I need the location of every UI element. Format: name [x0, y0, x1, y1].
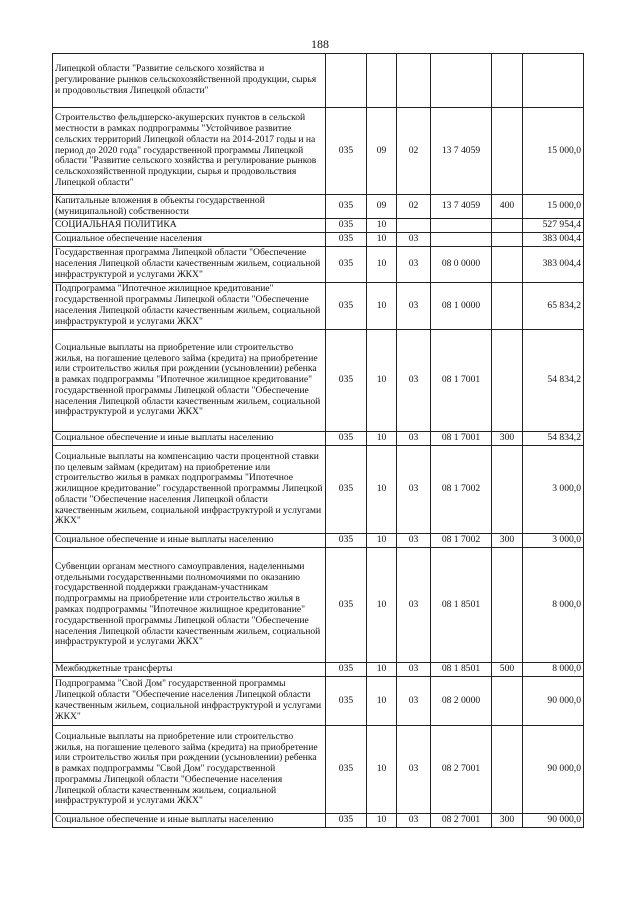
cell-name: Социальное обеспечение и иные выплаты населению	[53, 534, 326, 548]
cell-expense-type	[492, 548, 523, 663]
cell-name: Социальное обеспечение населения	[53, 233, 326, 247]
cell-subsection-code: 03	[397, 283, 431, 330]
table-row	[53, 283, 584, 330]
cell-section-code: 10	[367, 247, 397, 283]
cell-section-code: 10	[367, 534, 397, 548]
table-row	[53, 54, 584, 108]
cell-subsection-code	[397, 54, 431, 108]
cell-expense-type: 300	[492, 534, 523, 548]
cell-target-article	[431, 219, 492, 233]
cell-expense-type	[492, 247, 523, 283]
table-row	[53, 548, 584, 663]
cell-section-code: 10	[367, 330, 397, 432]
cell-expense-type: 500	[492, 663, 523, 677]
cell-expense-type	[492, 233, 523, 247]
table-row	[53, 534, 584, 548]
table-row	[53, 233, 584, 247]
cell-amount: 3 000,0	[523, 446, 584, 534]
cell-name: Социальные выплаты на компенсацию части процентной ставки по целевым займам (кредитам) на приобретение или строительство жилья в рамках подпрограммы "Ипотечное жилищное кредитование" государственной программы Липецкой области "Обеспечение населения Липецкой области качественным жильем, социальной инфраструктурой и услугами ЖКХ"	[53, 446, 326, 534]
cell-expense-type	[492, 283, 523, 330]
cell-subsection-code: 03	[397, 432, 431, 446]
cell-name: Липецкой области "Развитие сельского хозяйства и регулирование рынков сельскохозяйственной продукции, сырья и продовольствия Липецкой области"	[53, 54, 326, 108]
cell-expense-type	[492, 726, 523, 814]
cell-expense-type	[492, 108, 523, 195]
table-row	[53, 247, 584, 283]
table-row	[53, 195, 584, 219]
cell-name: Строительство фельдшерско-акушерских пунктов в сельской местности в рамках подпрограммы "Устойчивое развитие сельских территорий Липецкой области на 2014-2017 годы и на период до 2020 года" государственной программы Липецкой области "Развитие сельского хозяйства и регулирование рынков сельскохозяйственной продукции, сырья и продовольствия Липецкой области"	[53, 108, 326, 195]
page-number: 188	[311, 37, 329, 51]
cell-amount: 90 000,0	[523, 726, 584, 814]
cell-ved-code: 035	[326, 663, 367, 677]
cell-subsection-code: 03	[397, 247, 431, 283]
cell-target-article	[431, 54, 492, 108]
cell-name: Подпрограмма "Свой Дом" государственной программы Липецкой области "Обеспечение населения Липецкой области качественным жильем, социальной инфраструктурой и услугами ЖКХ"	[53, 677, 326, 726]
cell-target-article: 08 1 8501	[431, 663, 492, 677]
cell-target-article: 08 2 7001	[431, 726, 492, 814]
cell-section-code: 09	[367, 195, 397, 219]
cell-name: Социальное обеспечение и иные выплаты населению	[53, 432, 326, 446]
cell-amount: 54 834,2	[523, 432, 584, 446]
cell-target-article: 13 7 4059	[431, 195, 492, 219]
cell-expense-type	[492, 330, 523, 432]
table-row	[53, 219, 584, 233]
cell-subsection-code: 03	[397, 726, 431, 814]
cell-expense-type	[492, 219, 523, 233]
cell-target-article: 08 1 7002	[431, 534, 492, 548]
cell-subsection-code: 03	[397, 330, 431, 432]
cell-name: Социальные выплаты на приобретение или строительство жилья, на погашение целевого займа (кредита) на приобретение или строительство жилья при рождении (усыновлении) ребенка в рамках подпрограммы "Ипотечное жилищное кредитование" государственной программы Липецкой области "Обеспечение населения Липецкой области качественным жильем, социальной инфраструктурой и услугами ЖКХ"	[53, 330, 326, 432]
cell-amount: 3 000,0	[523, 534, 584, 548]
cell-target-article: 08 1 7002	[431, 446, 492, 534]
cell-ved-code: 035	[326, 283, 367, 330]
cell-section-code: 10	[367, 677, 397, 726]
table-row	[53, 108, 584, 195]
cell-name: Капитальные вложения в объекты государственной (муниципальной) собственности	[53, 195, 326, 219]
cell-target-article: 08 1 7001	[431, 330, 492, 432]
table-row	[53, 814, 584, 828]
table-body	[53, 54, 584, 828]
cell-name: Социальные выплаты на приобретение или строительство жилья, на погашение целевого займа (кредита) на приобретение или строительство жилья при рождении (усыновлении) ребенка в рамках подпрограммы "Свой Дом" государственной программы Липецкой области "Обеспечение населения Липецкой области качественным жильем, социальной инфраструктурой и услугами ЖКХ"	[53, 726, 326, 814]
cell-subsection-code: 03	[397, 446, 431, 534]
cell-target-article: 08 1 8501	[431, 548, 492, 663]
cell-target-article: 08 2 0000	[431, 677, 492, 726]
cell-section-code: 10	[367, 283, 397, 330]
cell-section-code: 10	[367, 446, 397, 534]
cell-subsection-code: 02	[397, 195, 431, 219]
cell-amount	[523, 54, 584, 108]
cell-ved-code: 035	[326, 534, 367, 548]
cell-name: Государственная программа Липецкой области "Обеспечение населения Липецкой области качественным жильем, социальной инфраструктурой и услугами ЖКХ"	[53, 247, 326, 283]
cell-ved-code: 035	[326, 726, 367, 814]
cell-expense-type: 400	[492, 195, 523, 219]
cell-section-code: 10	[367, 726, 397, 814]
table-row	[53, 663, 584, 677]
table-row	[53, 677, 584, 726]
cell-ved-code: 035	[326, 446, 367, 534]
cell-subsection-code	[397, 219, 431, 233]
cell-ved-code: 035	[326, 432, 367, 446]
cell-amount: 383 004,4	[523, 247, 584, 283]
cell-subsection-code: 03	[397, 663, 431, 677]
cell-amount: 8 000,0	[523, 548, 584, 663]
cell-section-code: 10	[367, 548, 397, 663]
cell-expense-type	[492, 677, 523, 726]
cell-ved-code: 035	[326, 108, 367, 195]
cell-expense-type: 300	[492, 814, 523, 828]
cell-section-code: 10	[367, 219, 397, 233]
cell-ved-code: 035	[326, 548, 367, 663]
cell-amount: 54 834,2	[523, 330, 584, 432]
table-row	[53, 446, 584, 534]
cell-amount: 90 000,0	[523, 814, 584, 828]
table-row	[53, 726, 584, 814]
cell-expense-type	[492, 54, 523, 108]
cell-subsection-code: 03	[397, 534, 431, 548]
cell-ved-code: 035	[326, 195, 367, 219]
cell-ved-code	[326, 54, 367, 108]
cell-target-article: 08 2 7001	[431, 814, 492, 828]
cell-amount: 8 000,0	[523, 663, 584, 677]
table-row	[53, 330, 584, 432]
cell-ved-code: 035	[326, 219, 367, 233]
cell-target-article: 13 7 4059	[431, 108, 492, 195]
cell-subsection-code: 03	[397, 233, 431, 247]
cell-subsection-code: 03	[397, 814, 431, 828]
cell-name: СОЦИАЛЬНАЯ ПОЛИТИКА	[53, 219, 326, 233]
cell-amount: 527 954,4	[523, 219, 584, 233]
cell-ved-code: 035	[326, 233, 367, 247]
cell-subsection-code: 03	[397, 548, 431, 663]
cell-expense-type	[492, 446, 523, 534]
cell-ved-code: 035	[326, 247, 367, 283]
cell-amount: 15 000,0	[523, 108, 584, 195]
cell-amount: 15 000,0	[523, 195, 584, 219]
cell-section-code: 10	[367, 432, 397, 446]
cell-target-article: 08 1 7001	[431, 432, 492, 446]
cell-name: Социальное обеспечение и иные выплаты населению	[53, 814, 326, 828]
cell-amount: 383 004,4	[523, 233, 584, 247]
cell-target-article: 08 0 0000	[431, 247, 492, 283]
cell-target-article	[431, 233, 492, 247]
cell-section-code: 09	[367, 108, 397, 195]
cell-amount: 90 000,0	[523, 677, 584, 726]
cell-ved-code: 035	[326, 814, 367, 828]
budget-table	[52, 53, 584, 828]
cell-expense-type: 300	[492, 432, 523, 446]
cell-name: Подпрограмма "Ипотечное жилищное кредитование" государственной программы Липецкой области "Обеспечение населения Липецкой области качественным жильем, социальной инфраструктурой и услугами ЖКХ"	[53, 283, 326, 330]
table-row	[53, 432, 584, 446]
cell-section-code: 10	[367, 814, 397, 828]
cell-ved-code: 035	[326, 330, 367, 432]
cell-subsection-code: 03	[397, 677, 431, 726]
cell-name: Субвенции органам местного самоуправления, наделенными отдельными государственными полномочиями по оказанию государственной поддержки гражданам-участникам подпрограммы на приобретение или строительство жилья в рамках подпрограммы "Ипотечное жилищное кредитование" государственной программы Липецкой области "Обеспечение населения Липецкой области качественным жильем, социальной инфраструктурой и услугами ЖКХ"	[53, 548, 326, 663]
cell-section-code	[367, 54, 397, 108]
cell-subsection-code: 02	[397, 108, 431, 195]
cell-amount: 65 834,2	[523, 283, 584, 330]
cell-section-code: 10	[367, 233, 397, 247]
cell-section-code: 10	[367, 663, 397, 677]
cell-target-article: 08 1 0000	[431, 283, 492, 330]
cell-ved-code: 035	[326, 677, 367, 726]
cell-name: Межбюджетные трансферты	[53, 663, 326, 677]
